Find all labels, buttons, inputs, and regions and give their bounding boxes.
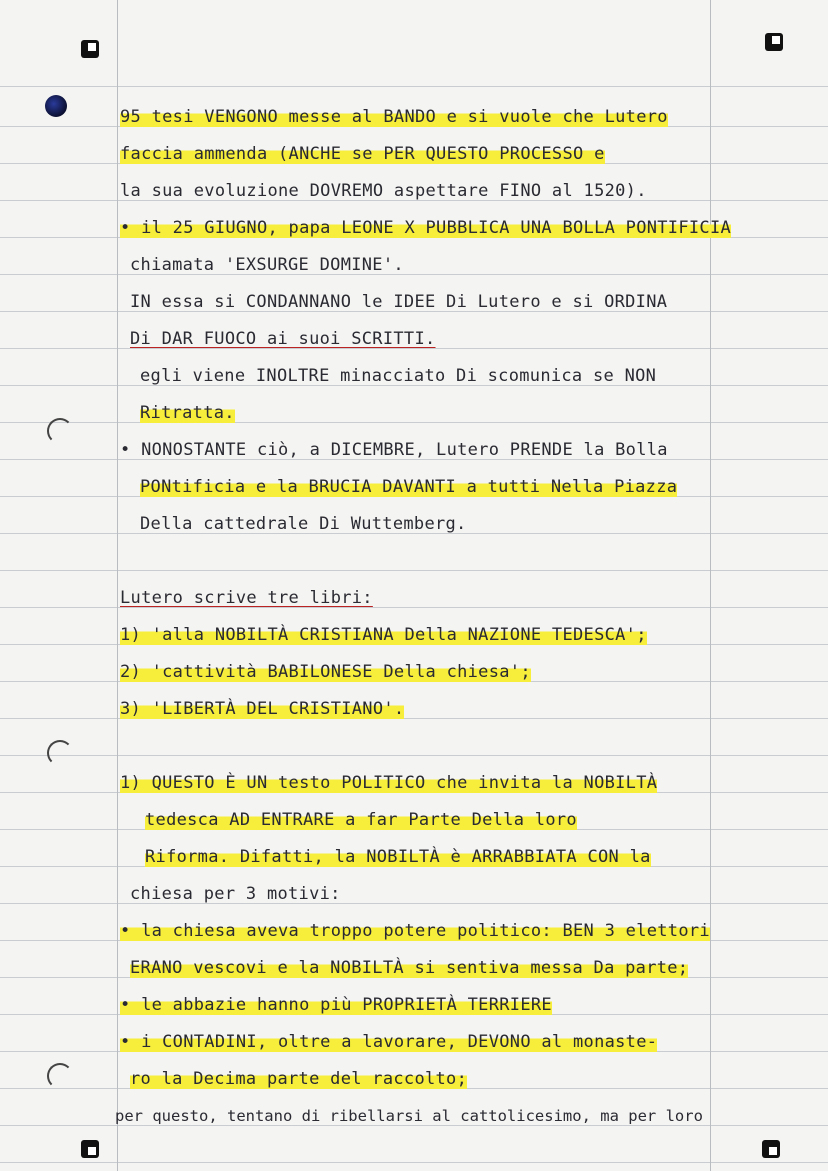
punch-hole: [47, 1063, 73, 1089]
text-line: Ritratta.: [140, 403, 235, 423]
text-line: egli viene INOLTRE minacciato Di scomunica se NON: [140, 366, 657, 386]
corner-marker-icon: [81, 40, 99, 58]
ruled-line: [0, 274, 828, 275]
text-line: PONtificia e la BRUCIA DAVANTI a tutti Nella Piazza: [140, 477, 678, 497]
text-line: • NONOSTANTE ciò, a DICEMBRE, Lutero PRENDE la Bolla: [120, 440, 668, 460]
corner-marker-icon: [765, 33, 783, 51]
ruled-line: [0, 570, 828, 571]
text-line: chiamata 'EXSURGE DOMINE'.: [130, 255, 404, 275]
text-line: 2) 'cattività BABILONESE Della chiesa';: [120, 662, 531, 682]
text-line: Riforma. Difatti, la NOBILTÀ è ARRABBIATA CON la: [145, 847, 651, 867]
punch-hole: [45, 95, 67, 117]
right-margin-line: [710, 0, 711, 1171]
text-line: ro la Decima parte del raccolto;: [130, 1069, 468, 1089]
ruled-line: [0, 422, 828, 423]
text-line: chiesa per 3 motivi:: [130, 884, 341, 904]
punch-hole: [47, 418, 73, 444]
ruled-line: [0, 1162, 828, 1163]
corner-marker-icon: [762, 1140, 780, 1158]
ruled-line: [0, 903, 828, 904]
text-line: IN essa si CONDANNANO le IDEE Di Lutero e si ORDINA: [130, 292, 668, 312]
text-line: per questo, tentano di ribellarsi al cattolicesimo, ma per loro: [115, 1107, 703, 1125]
corner-marker-icon: [81, 1140, 99, 1158]
text-line: • i CONTADINI, oltre a lavorare, DEVONO al monaste-: [120, 1032, 658, 1052]
text-line: • la chiesa aveva troppo potere politico: BEN 3 elettori: [120, 921, 710, 941]
ruled-line: [0, 755, 828, 756]
text-line: faccia ammenda (ANCHE se PER QUESTO PROCESSO e: [120, 144, 605, 164]
text-line: 1) 'alla NOBILTÀ CRISTIANA Della NAZIONE TEDESCA';: [120, 625, 647, 645]
text-line: 1) QUESTO È UN testo POLITICO che invita la NOBILTÀ: [120, 773, 658, 793]
text-line: • il 25 GIUGNO, papa LEONE X PUBBLICA UNA BOLLA PONTIFICIA: [120, 218, 732, 238]
text-line: 95 tesi VENGONO messe al BANDO e si vuole che Lutero: [120, 107, 668, 127]
text-line: tedesca AD ENTRARE a far Parte Della loro: [145, 810, 577, 830]
ruled-line: [0, 86, 828, 87]
text-line: ERANO vescovi e la NOBILTÀ si sentiva messa Da parte;: [130, 958, 689, 978]
text-line: la sua evoluzione DOVREMO aspettare FINO al 1520).: [120, 181, 647, 201]
left-margin-line: [117, 0, 118, 1171]
text-line: Della cattedrale Di Wuttemberg.: [140, 514, 467, 534]
text-line: Di DAR FUOCO ai suoi SCRITTI.: [130, 329, 436, 349]
text-line: • le abbazie hanno più PROPRIETÀ TERRIERE: [120, 995, 552, 1015]
text-line: 3) 'LIBERTÀ DEL CRISTIANO'.: [120, 699, 405, 719]
text-line: Lutero scrive tre libri:: [120, 588, 373, 608]
punch-hole: [47, 740, 73, 766]
